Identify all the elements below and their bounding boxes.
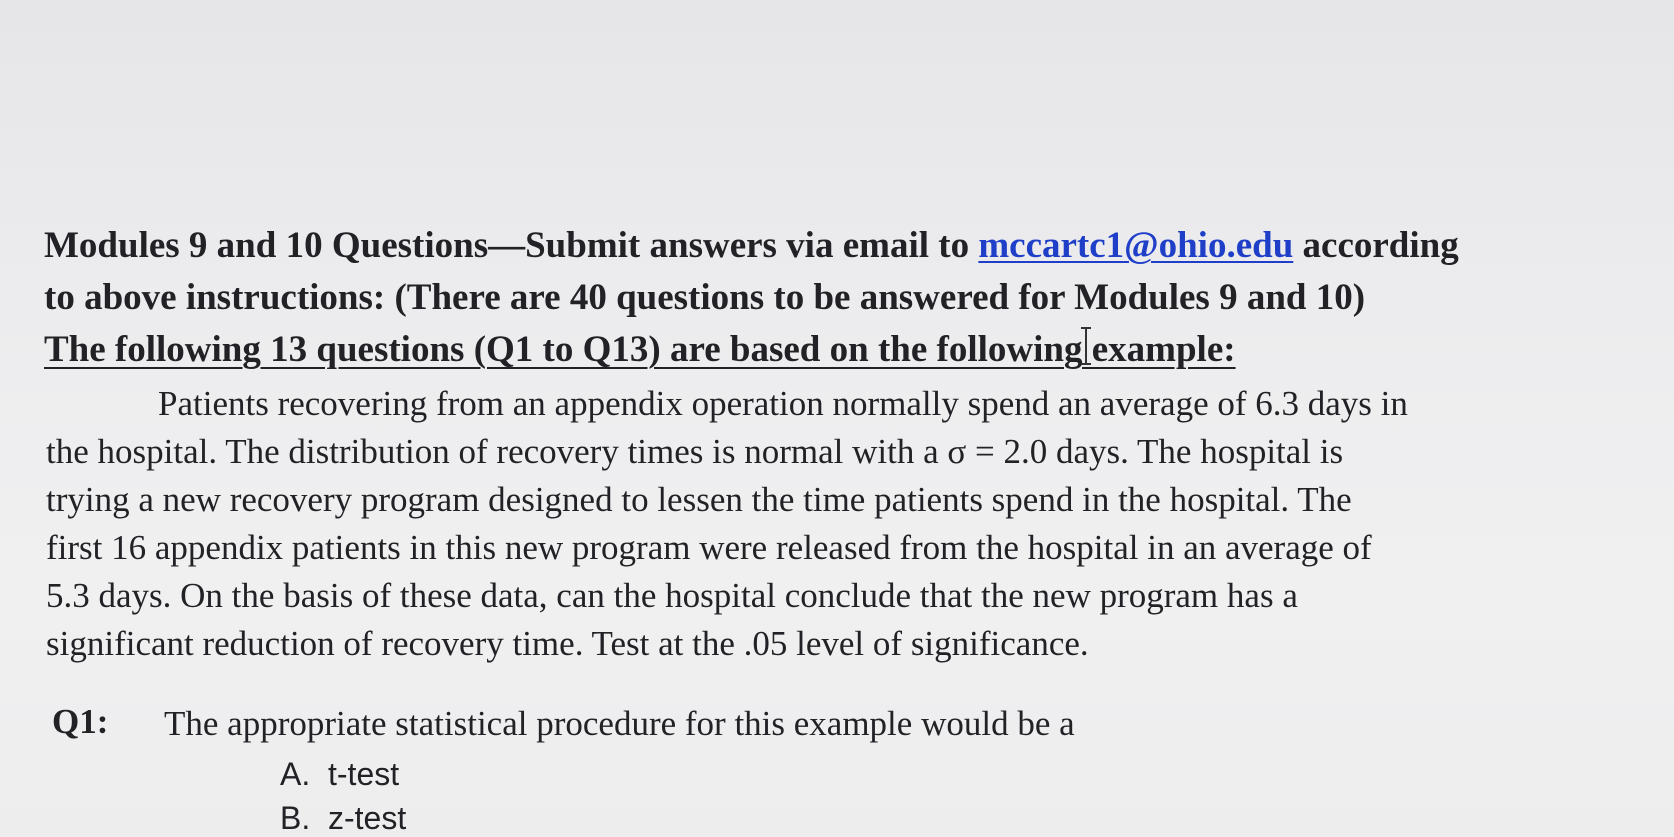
example-line: Patients recovering from an appendix operation normally spend an average of 6.3 days in bbox=[158, 384, 1408, 423]
header-line-1 bbox=[44, 224, 1459, 267]
option-text: z-test bbox=[328, 800, 407, 836]
example-line: trying a new recovery program designed to lessen the time patients spend in the hospital. The bbox=[46, 480, 1352, 519]
option-b[interactable] bbox=[280, 800, 406, 837]
example-line: first 16 appendix patients in this new program were released from the hospital in an average of bbox=[46, 528, 1372, 567]
option-text: t-test bbox=[328, 756, 400, 792]
example-line: the hospital. The distribution of recovery times is normal with a σ = 2.0 days. The hospital is bbox=[46, 432, 1344, 471]
question-text: The appropriate statistical procedure for this example would be a bbox=[164, 704, 1075, 743]
option-a[interactable] bbox=[280, 756, 399, 793]
header-line-1-prefix: Modules 9 and 10 Questions—Submit answers via email to bbox=[44, 225, 979, 266]
example-heading: The following 13 questions (Q1 to Q13) are based on the following example: bbox=[44, 329, 1236, 370]
question-number: Q1: bbox=[52, 702, 109, 741]
email-link[interactable]: mccartc1@ohio.edu bbox=[978, 225, 1294, 266]
example-line: 5.3 days. On the basis of these data, can the hospital conclude that the new program has a bbox=[46, 576, 1298, 615]
header-line-2: to above instructions: (There are 40 questions to be answered for Modules 9 and 10) bbox=[44, 277, 1366, 318]
example-line: significant reduction of recovery time. Test at the .05 level of significance. bbox=[46, 624, 1089, 663]
header-line-1-suffix: according bbox=[1293, 225, 1459, 266]
option-letter: B. bbox=[280, 800, 311, 836]
option-letter: A. bbox=[280, 756, 311, 792]
text-cursor-icon bbox=[1080, 326, 1092, 366]
